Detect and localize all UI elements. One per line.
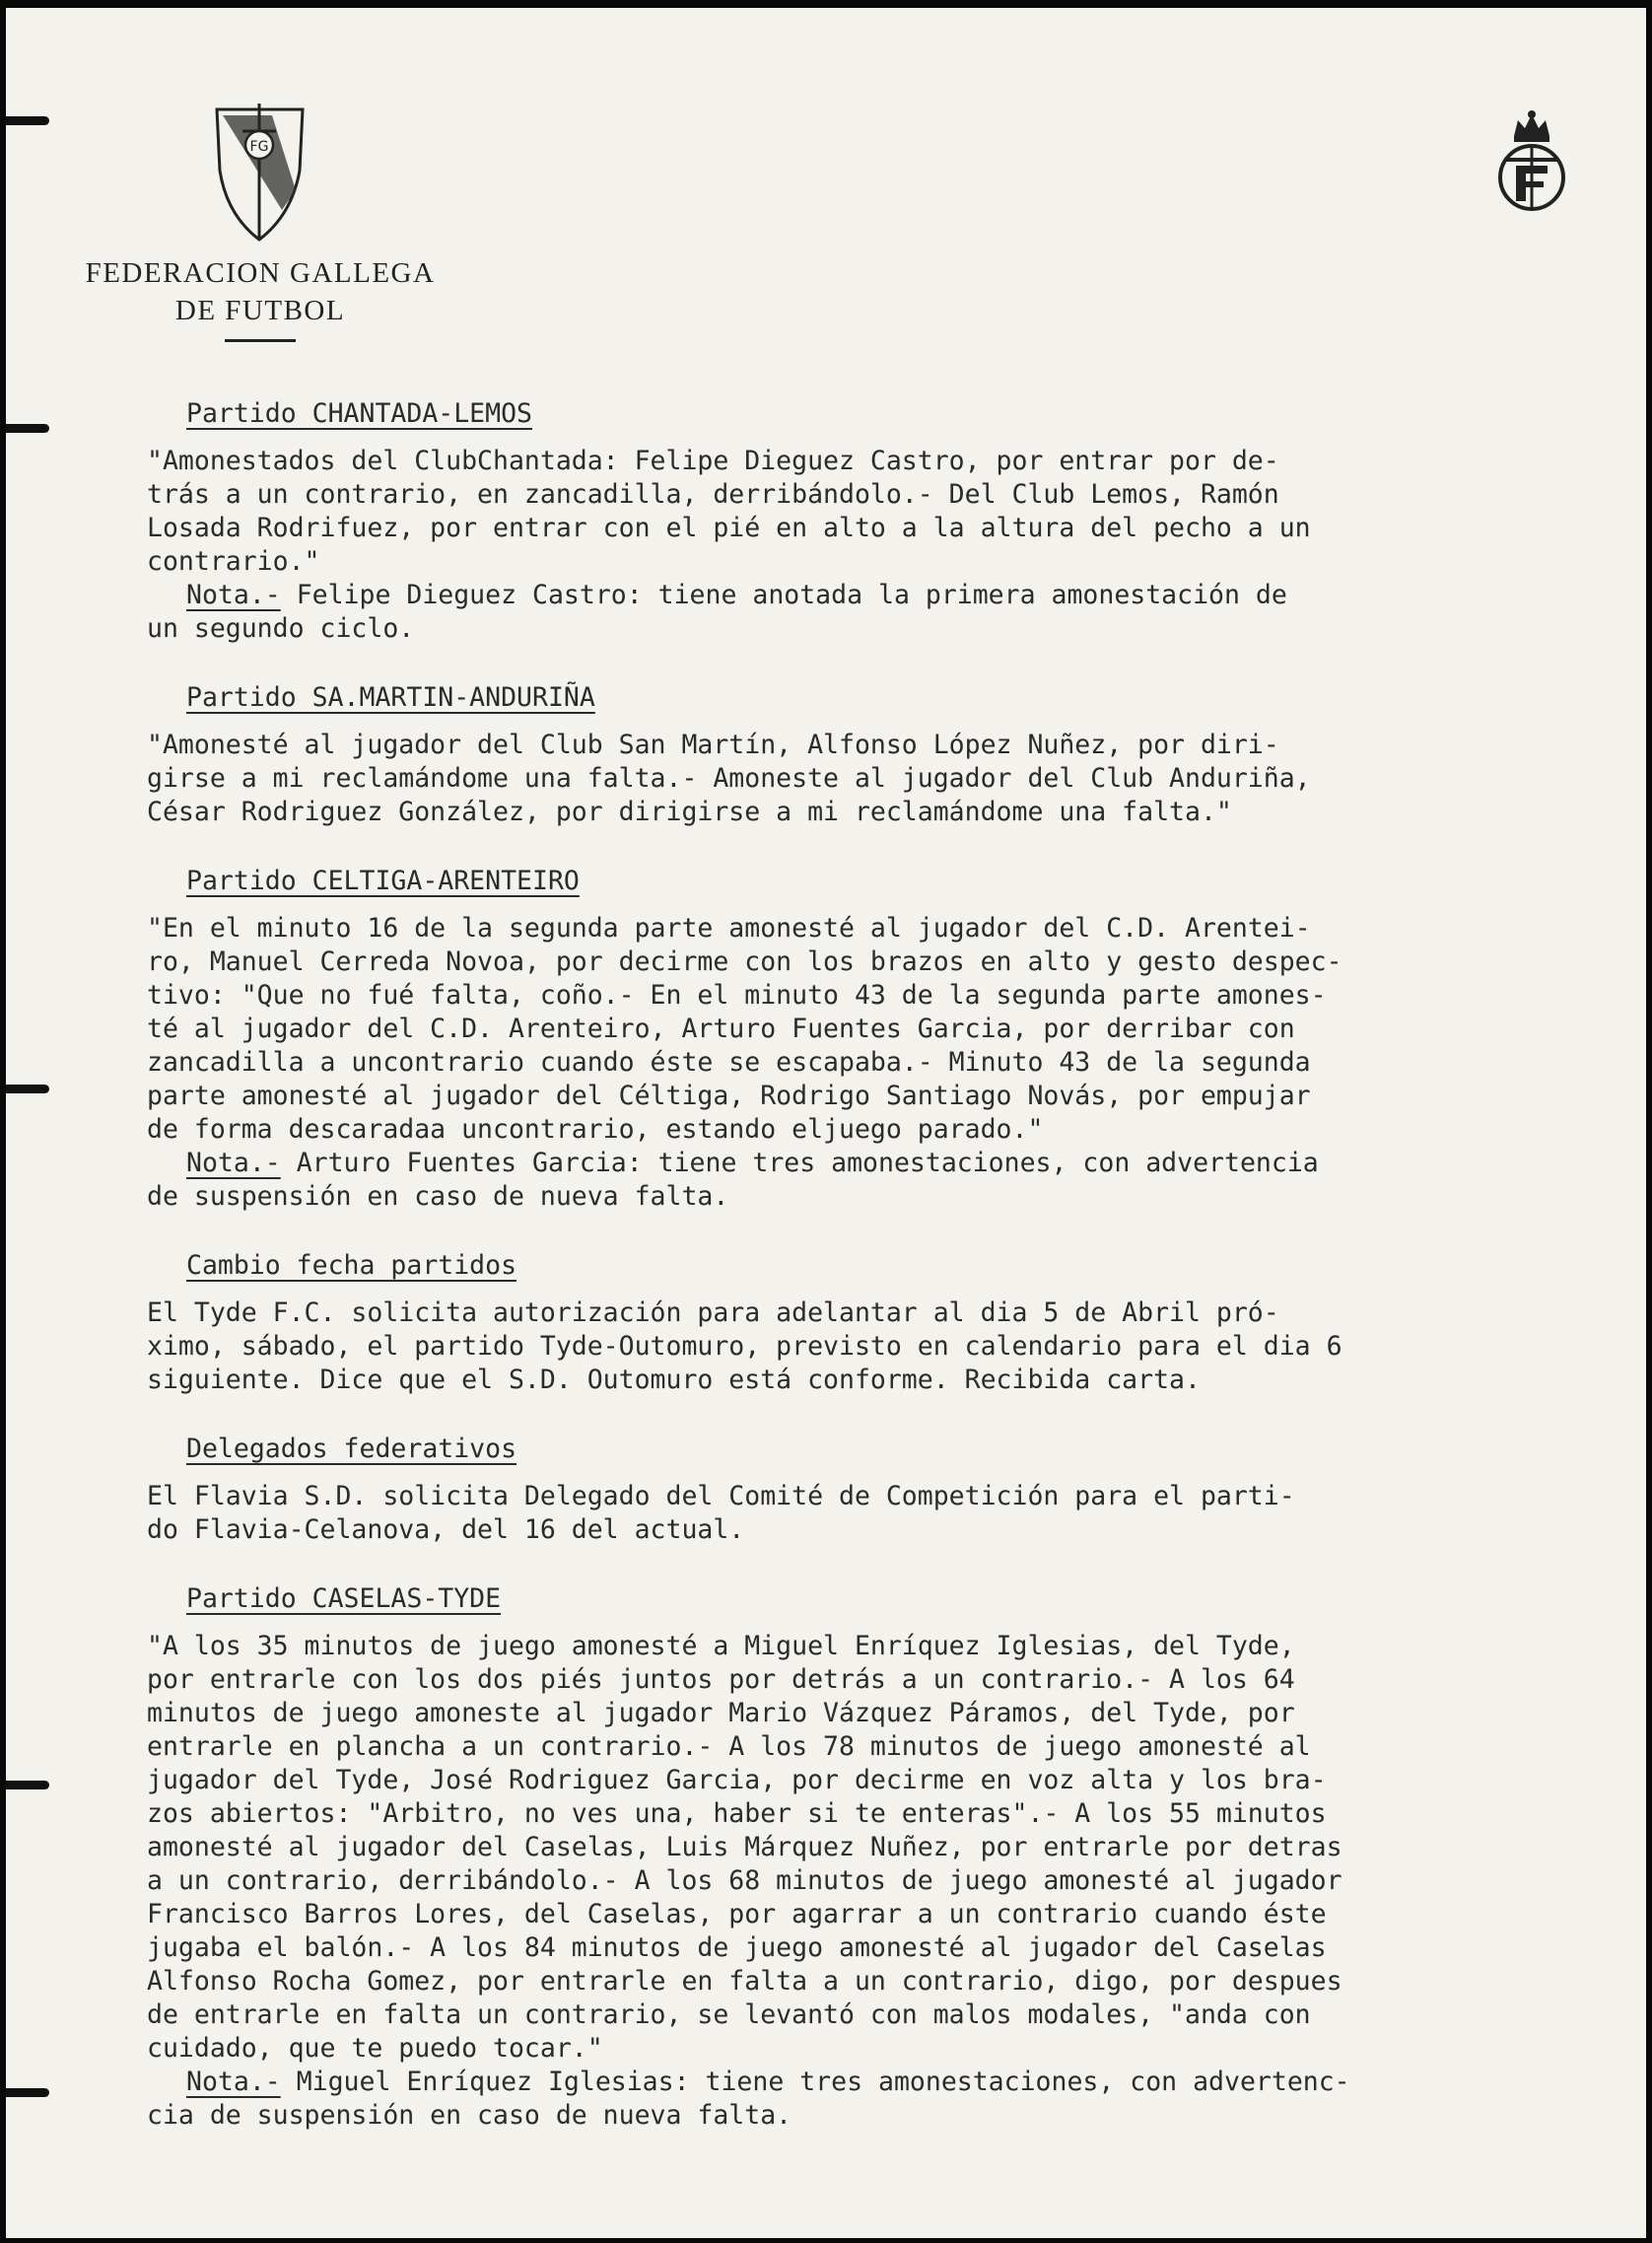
binder-hole-mark xyxy=(6,2088,49,2097)
paragraph-line: entrarle en plancha a un contrario.- A los 78 minutos de juego amonesté al xyxy=(147,1731,1311,1762)
svg-text:FG: FG xyxy=(249,139,269,155)
binder-hole-mark xyxy=(6,1781,49,1789)
paragraph-line: parte amonesté al jugador del Céltiga, Rodrigo Santiago Novás, por empujar xyxy=(147,1081,1311,1111)
paragraph-line: zancadilla a uncontrario cuando éste se escapaba.- Minuto 43 de la segunda xyxy=(147,1047,1311,1078)
section-heading: Partido CASELAS-TYDE xyxy=(186,1583,502,1614)
section-chantada-lemos xyxy=(147,397,1645,646)
note-text: cia de suspensión en caso de nueva falta. xyxy=(147,2100,792,2131)
paragraph-line: Francisco Barros Lores, del Caselas, por agarrar a un contrario cuando éste xyxy=(147,1899,1327,1929)
section-cambio-fecha xyxy=(147,1249,1645,1397)
paragraph-line: Losada Rodrifuez, por entrar con el pié en alto a la altura del pecho a un xyxy=(147,513,1311,543)
paragraph-line: de entrarle en falta un contrario, se levantó con malos modales, "anda con xyxy=(147,1999,1311,2030)
section-caselas-tyde xyxy=(147,1582,1645,2133)
galician-federation-shield-icon xyxy=(213,102,307,245)
section-note xyxy=(147,579,1645,646)
federation-name-line1: FEDERACION GALLEGA xyxy=(85,257,436,289)
paragraph-line: El Flavia S.D. solicita Delegado del Comité de Competición para el parti- xyxy=(147,1481,1295,1511)
paragraph-line: do Flavia-Celanova, del 16 del actual. xyxy=(147,1514,745,1545)
section-paragraph xyxy=(147,1480,1645,1547)
document-body xyxy=(147,397,1645,2168)
paragraph-line: a un contrario, derribándolo.- A los 68 minutos de juego amonesté al jugador xyxy=(147,1865,1342,1896)
section-heading: Partido CHANTADA-LEMOS xyxy=(186,398,532,429)
paragraph-line: amonesté al jugador del Caselas, Luis Márquez Nuñez, por entrarle por detras xyxy=(147,1832,1342,1862)
note-text: un segundo ciclo. xyxy=(147,613,415,644)
section-note xyxy=(147,1147,1645,1214)
paragraph-line: Alfonso Rocha Gomez, por entrarle en falta a un contrario, digo, por despues xyxy=(147,1966,1342,1997)
binder-hole-mark xyxy=(6,424,49,433)
section-heading: Delegados federativos xyxy=(186,1434,517,1464)
section-heading: Partido SA.MARTIN-ANDURIÑA xyxy=(186,682,595,713)
section-note xyxy=(147,2066,1645,2133)
paragraph-line: jugaba el balón.- A los 84 minutos de juego amonesté al jugador del Caselas xyxy=(147,1932,1327,1963)
note-text: Miguel Enríquez Iglesias: tiene tres amonestaciones, con advertenc- xyxy=(280,2067,1350,2097)
paragraph-line: "A los 35 minutos de juego amonesté a Miguel Enríquez Iglesias, del Tyde, xyxy=(147,1631,1295,1661)
paragraph-line: "Amonestados del ClubChantada: Felipe Dieguez Castro, por entrar por de- xyxy=(147,446,1279,476)
paragraph-line: César Rodriguez González, por dirigirse a mi reclamándome una falta." xyxy=(147,797,1232,827)
federation-name-line2: DE FUTBOL xyxy=(174,295,346,326)
section-paragraph xyxy=(147,445,1645,579)
section-paragraph xyxy=(147,912,1645,1147)
royal-spanish-federation-crest-icon xyxy=(1492,106,1571,225)
section-paragraph xyxy=(147,729,1645,829)
note-label: Nota.- xyxy=(186,2067,281,2097)
section-delegados xyxy=(147,1433,1645,1547)
document-page xyxy=(6,8,1646,2238)
paragraph-line: "En el minuto 16 de la segunda parte amonesté al jugador del C.D. Arentei- xyxy=(147,913,1311,944)
section-heading: Partido CELTIGA-ARENTEIRO xyxy=(186,866,580,896)
paragraph-line: ximo, sábado, el partido Tyde-Outomuro, previsto en calendario para el dia 6 xyxy=(147,1331,1342,1362)
paragraph-line: té al jugador del C.D. Arenteiro, Arturo Fuentes Garcia, por derribar con xyxy=(147,1014,1295,1044)
paragraph-line: minutos de juego amoneste al jugador Mario Vázquez Páramos, del Tyde, por xyxy=(147,1698,1295,1728)
paragraph-line: zos abiertos: "Arbitro, no ves una, haber si te enteras".- A los 55 minutos xyxy=(147,1798,1327,1829)
binder-hole-mark xyxy=(6,116,49,125)
binder-hole-mark xyxy=(6,1085,49,1093)
section-heading: Cambio fecha partidos xyxy=(186,1250,517,1281)
paragraph-line: cuidado, que te puedo tocar." xyxy=(147,2033,603,2064)
note-label: Nota.- xyxy=(186,580,281,610)
paragraph-line: ro, Manuel Cerreda Novoa, por decirme con los brazos en alto y gesto despec- xyxy=(147,946,1342,977)
section-celtiga-arenteiro xyxy=(147,865,1645,1214)
paragraph-line: siguiente. Dice que el S.D. Outomuro está conforme. Recibida carta. xyxy=(147,1365,1201,1395)
paragraph-line: por entrarle con los dos piés juntos por detrás a un contrario.- A los 64 xyxy=(147,1664,1295,1695)
paragraph-line: jugador del Tyde, José Rodriguez Garcia, por decirme en voz alta y los bra- xyxy=(147,1765,1327,1795)
paragraph-line: girse a mi reclamándome una falta.- Amoneste al jugador del Club Anduriña, xyxy=(147,763,1311,794)
note-text: Arturo Fuentes Garcia: tiene tres amonestaciones, con advertencia xyxy=(280,1148,1319,1178)
note-text: Felipe Dieguez Castro: tiene anotada la primera amonestación de xyxy=(280,580,1287,610)
note-text: de suspensión en caso de nueva falta. xyxy=(147,1181,729,1212)
section-san-martin-andurina xyxy=(147,681,1645,829)
section-paragraph xyxy=(147,1297,1645,1397)
note-label: Nota.- xyxy=(186,1148,281,1178)
paragraph-line: El Tyde F.C. solicita autorización para adelantar al dia 5 de Abril pró- xyxy=(147,1297,1279,1328)
header-divider xyxy=(225,339,296,342)
federation-name xyxy=(63,254,457,329)
section-paragraph xyxy=(147,1630,1645,2066)
paragraph-line: trás a un contrario, en zancadilla, derribándolo.- Del Club Lemos, Ramón xyxy=(147,479,1279,510)
paragraph-line: contrario." xyxy=(147,546,320,577)
paragraph-line: "Amonesté al jugador del Club San Martín, Alfonso López Nuñez, por diri- xyxy=(147,730,1279,760)
paragraph-line: de forma descaradaa uncontrario, estando eljuego parado." xyxy=(147,1114,1044,1145)
paragraph-line: tivo: "Que no fué falta, coño.- En el minuto 43 de la segunda parte amones- xyxy=(147,980,1327,1011)
